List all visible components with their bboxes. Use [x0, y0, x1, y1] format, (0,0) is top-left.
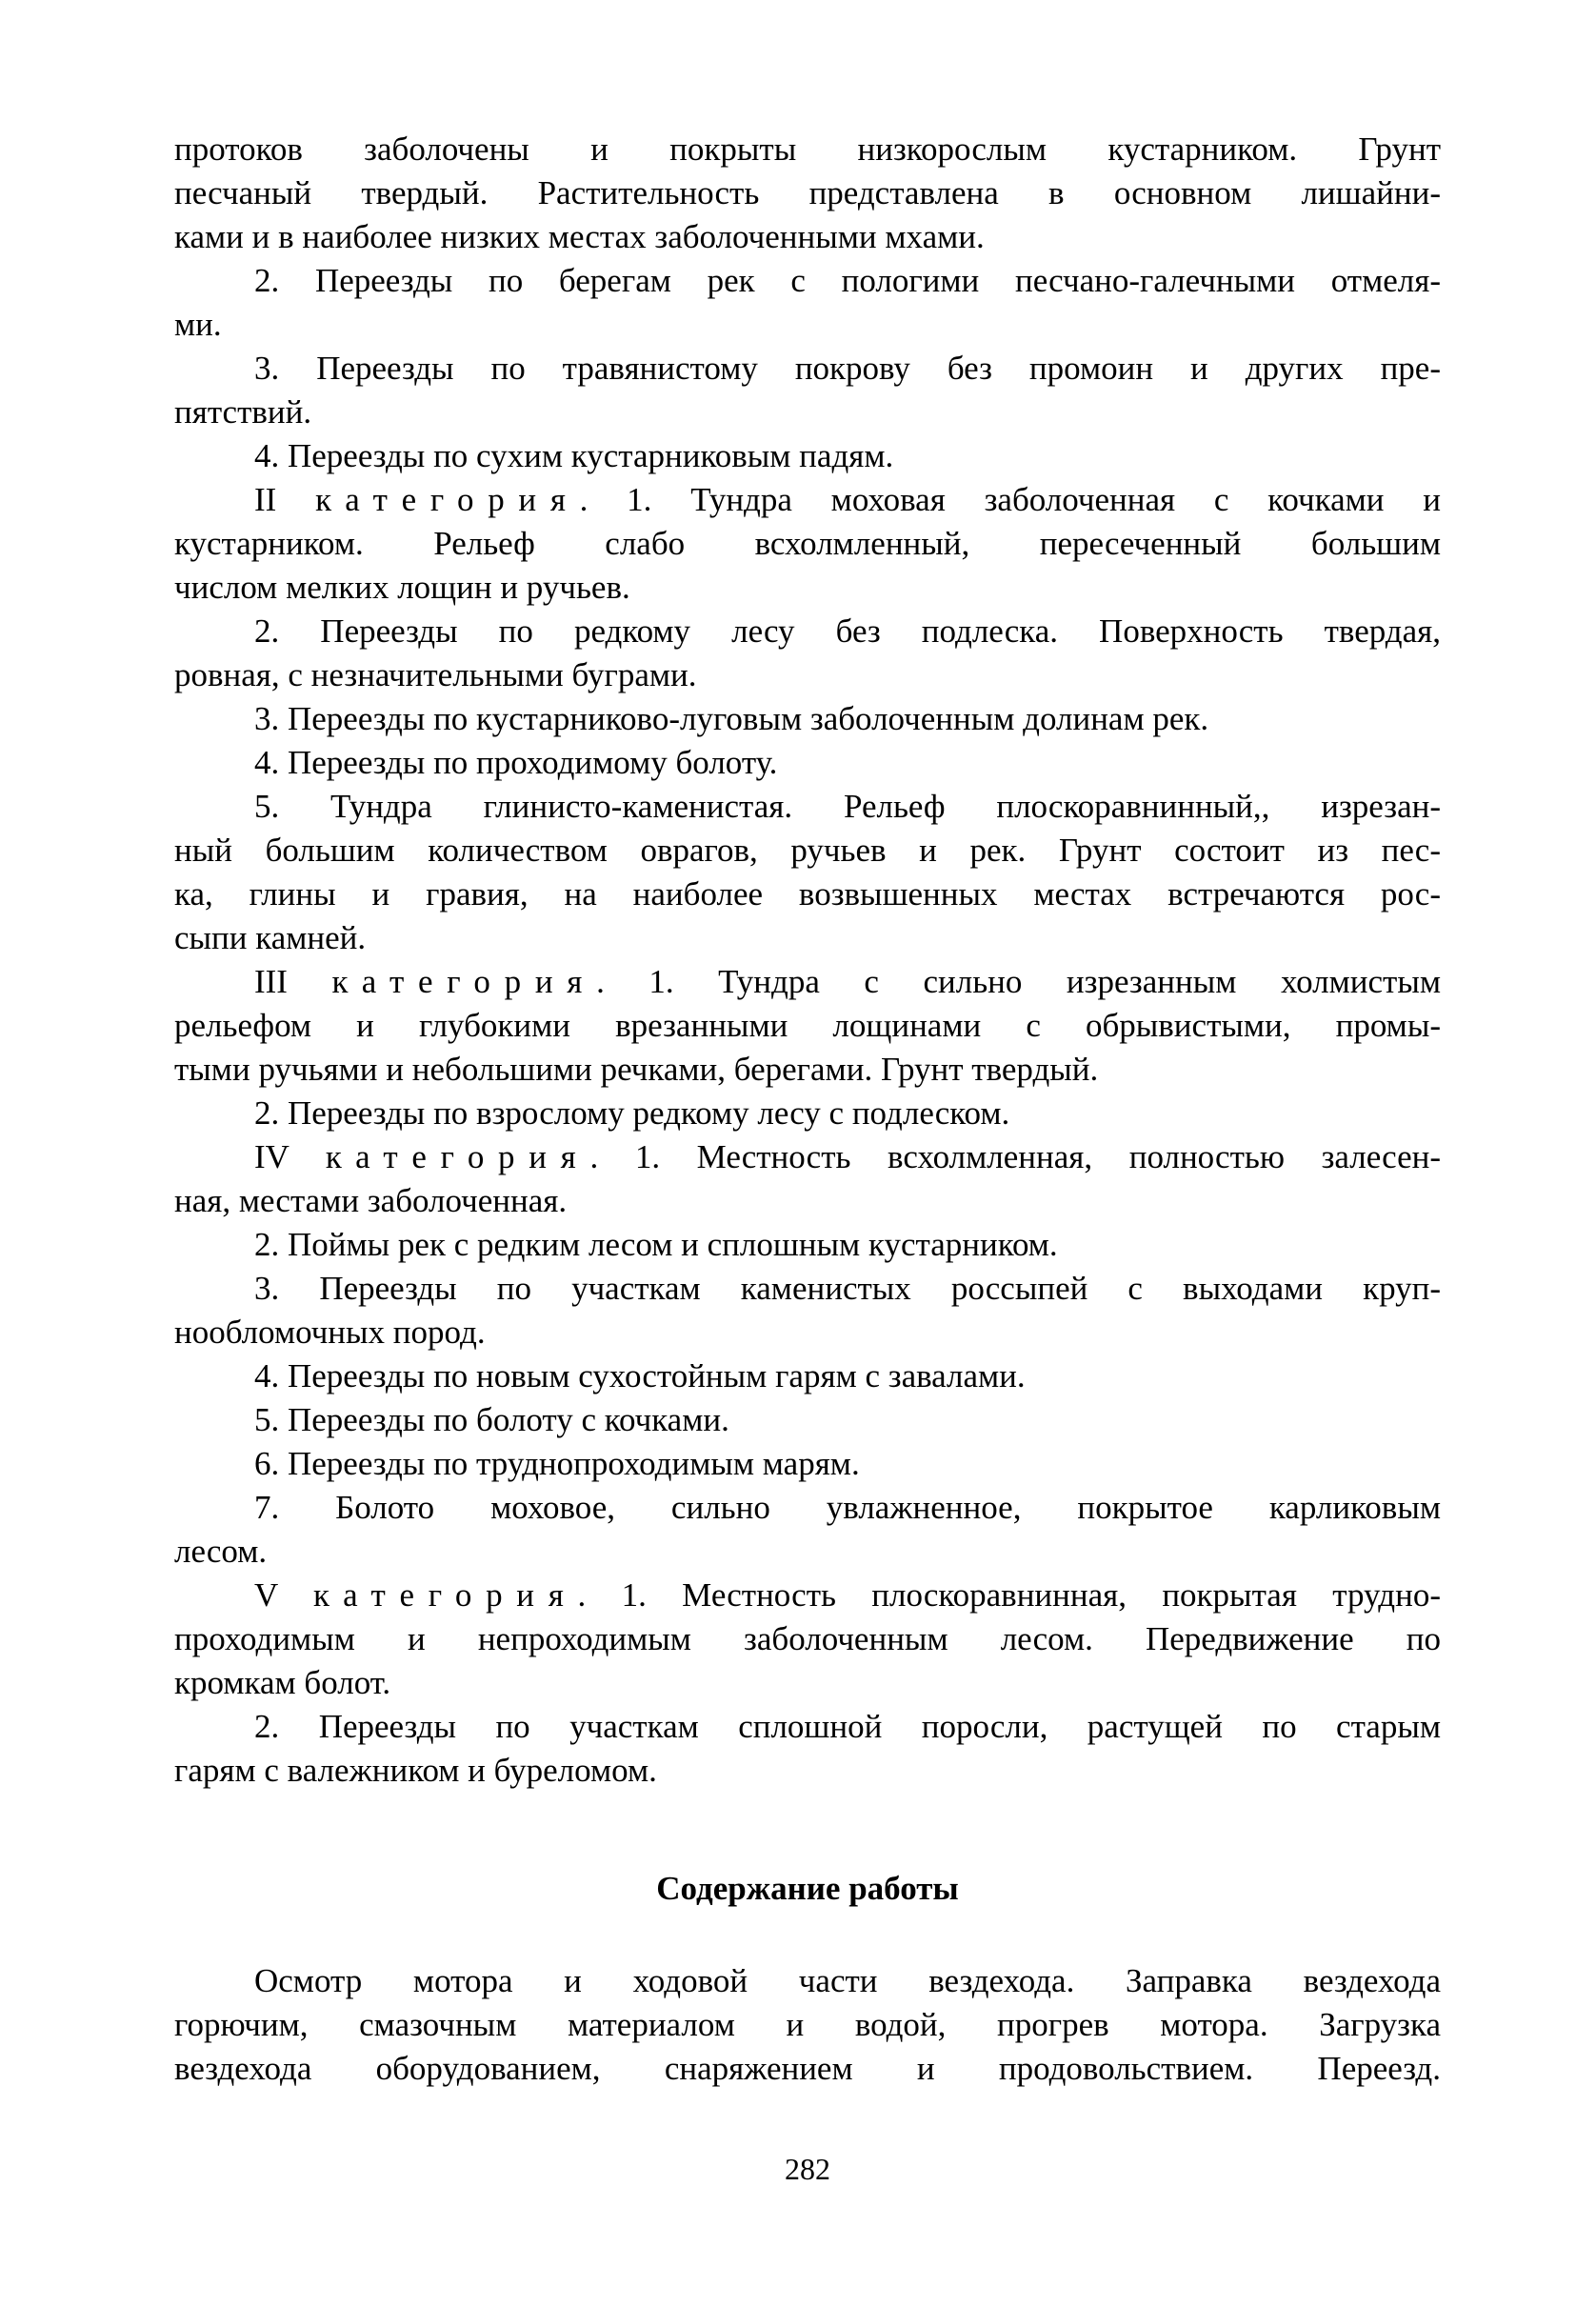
text-line: 3. Переезды по участкам каменистых россыпей с выходами круп- [254, 1270, 1441, 1307]
page-number: 282 [785, 2152, 830, 2186]
category-label: категория [312, 1576, 578, 1614]
text-line: числом мелких лощин и ручьев. [174, 569, 630, 606]
text-line: протоков заболочены и покрыты низкорослым кустарником. Грунт [174, 130, 1441, 168]
category-number: V [254, 1576, 278, 1614]
category-label: категория [331, 963, 597, 1000]
text-line: гарям с валежником и буреломом. [174, 1752, 657, 1789]
text-line: Осмотр мотора и ходовой части вездехода. Заправка вездехода [254, 1962, 1441, 1999]
text-line: ный большим количеством оврагов, ручьев и рек. Грунт состоит из пес- [174, 832, 1441, 869]
category-label: категория [315, 481, 580, 518]
text-line: 5. Переезды по болоту с кочками. [254, 1401, 729, 1438]
line-text: . 1. Местность плоскоравнинная, покрытая трудно- [577, 1576, 1441, 1614]
category-label: категория [325, 1138, 590, 1175]
text-line: 2. Переезды по взрослому редкому лесу с подлеском. [254, 1094, 1010, 1132]
text-line: 4. Переезды по новым сухостойным гарям с завалами. [254, 1357, 1026, 1394]
text-line [174, 478, 1441, 522]
text-line: песчаный твердый. Растительность представлена в основном лишайни- [174, 174, 1441, 211]
text-line: ровная, с незначительными буграми. [174, 656, 697, 693]
text-line [174, 960, 1441, 1004]
text-line: 2. Переезды по редкому лесу без подлеска. Поверхность твердая, [254, 612, 1441, 650]
text-line: 4. Переезды по проходимому болоту. [254, 744, 778, 781]
text-line: 3. Переезды по травянистому покрову без промоин и других пре- [254, 350, 1441, 387]
text-line: 4. Переезды по сухим кустарниковым падям. [254, 437, 894, 474]
text-line: вездехода оборудованием, снаряжением и продовольствием. Переезд. [174, 2050, 1441, 2087]
text-line: 3. Переезды по кустарниково-луговым заболоченным долинам рек. [254, 700, 1209, 737]
text-line: лесом. [174, 1533, 268, 1570]
text-line: 7. Болото моховое, сильно увлажненное, покрытое карликовым [254, 1489, 1441, 1526]
text-line: тыми ручьями и небольшими речками, берегами. Грунт твердый. [174, 1051, 1099, 1088]
text-line: 2. Поймы рек с редким лесом и сплошным кустарником. [254, 1226, 1058, 1263]
text-line: 6. Переезды по труднопроходимым марям. [254, 1445, 860, 1482]
text-line: ка, глины и гравия, на наиболее возвышенных местах встречаются рос- [174, 875, 1441, 913]
line-text: . 1. Местность всхолмленная, полностью залесен- [589, 1138, 1441, 1175]
line-text: . 1. Тундра с сильно изрезанным холмистым [596, 963, 1441, 1000]
category-number: II [254, 481, 277, 518]
category-number: IV [254, 1138, 289, 1175]
text-line: нообломочных пород. [174, 1314, 486, 1351]
section-text [174, 1959, 1441, 2091]
text-line: ками и в наиболее низких местах заболоченными мхами. [174, 218, 985, 255]
text-line: пятствий. [174, 393, 312, 431]
section-heading: Содержание работы [656, 1870, 959, 1907]
text-line: сыпи камней. [174, 919, 367, 956]
body-text [174, 128, 1441, 1793]
text-line: проходимым и непроходимым заболоченным лесом. Передвижение по [174, 1620, 1441, 1657]
text-line: кустарником. Рельеф слабо всхолмленный, пересеченный большим [174, 525, 1441, 562]
text-line: ми. [174, 306, 222, 343]
text-line [174, 1574, 1441, 1617]
line-text: . 1. Тундра моховая заболоченная с кочками и [579, 481, 1441, 518]
text-line: 2. Переезды по участкам сплошной поросли, растущей по старым [254, 1708, 1441, 1745]
text-line: 2. Переезды по берегам рек с пологими песчано-галечными отмеля- [254, 262, 1441, 299]
text-line [174, 1135, 1441, 1179]
text-line: рельефом и глубокими врезанными лощинами с обрывистыми, промы- [174, 1007, 1441, 1044]
text-line: ная, местами заболоченная. [174, 1182, 568, 1219]
text-line: 5. Тундра глинисто-каменистая. Рельеф плоскоравнинный,, изрезан- [254, 788, 1441, 825]
category-number: III [254, 963, 288, 1000]
text-line: кромкам болот. [174, 1664, 391, 1701]
text-line: горючим, смазочным материалом и водой, прогрев мотора. Загрузка [174, 2006, 1441, 2043]
